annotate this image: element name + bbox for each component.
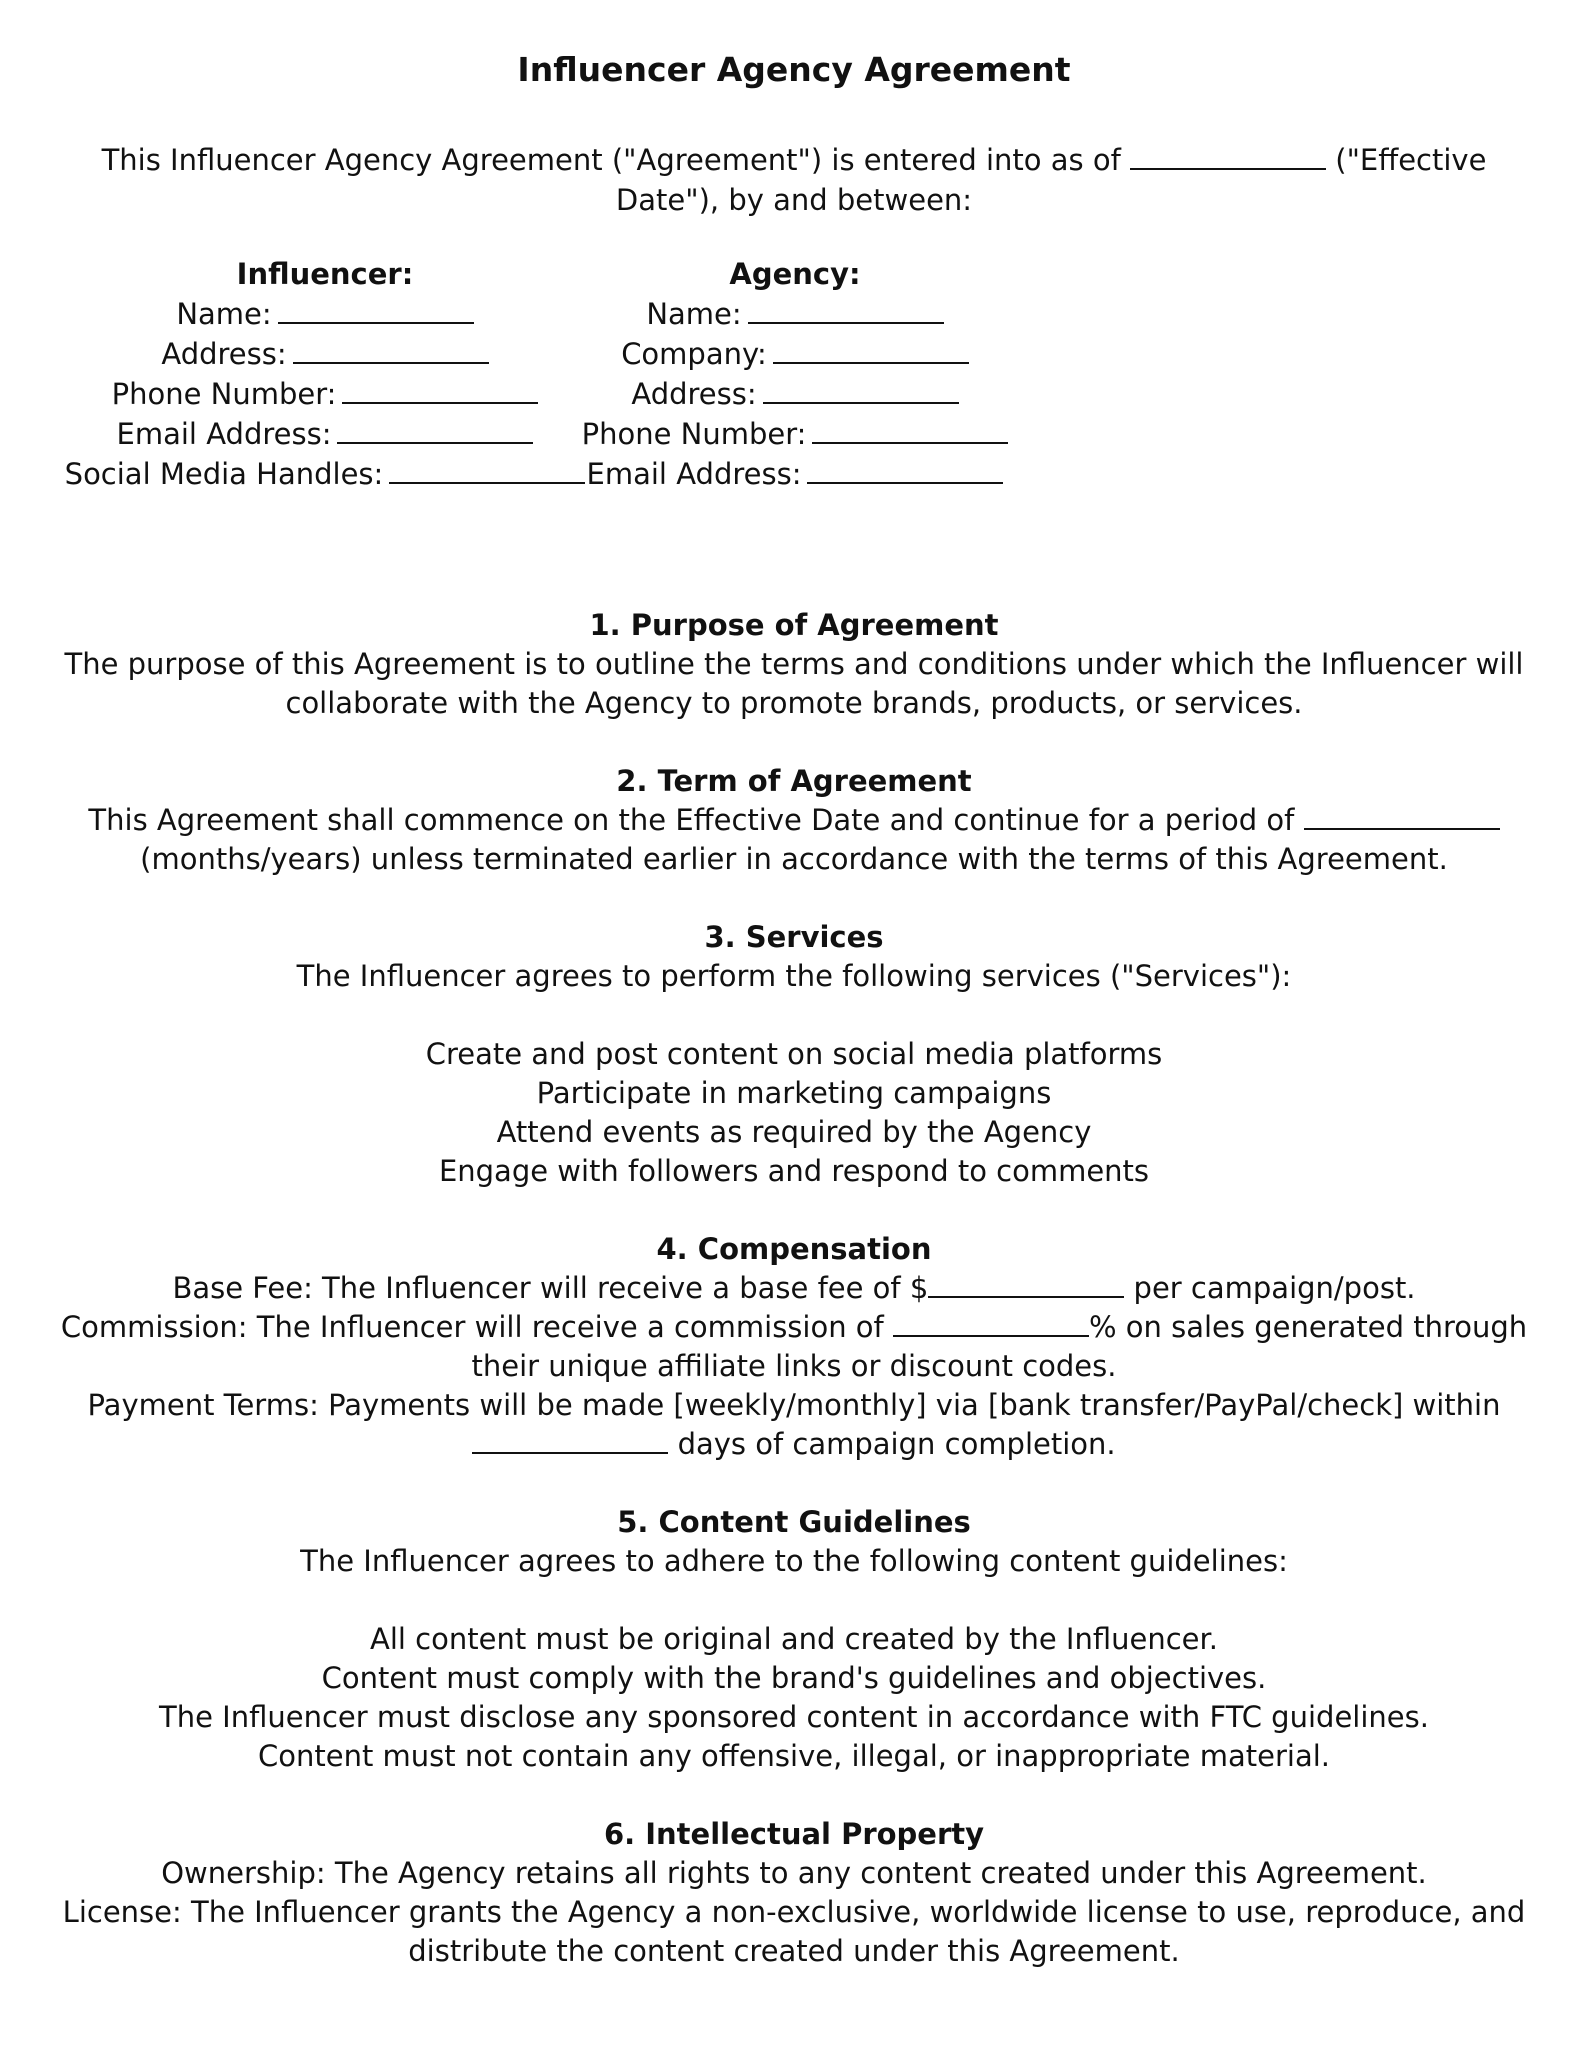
agency-column — [520, 254, 1070, 494]
list-item: Engage with followers and respond to comments — [438, 1154, 1150, 1188]
base-fee-blank[interactable] — [928, 1270, 1124, 1298]
intro-text-start: This Influencer Agency Agreement ("Agreement") is entered into as of — [101, 143, 1131, 177]
commission-blank[interactable] — [893, 1309, 1089, 1337]
agency-name-blank[interactable] — [748, 296, 944, 324]
agency-company-row — [520, 334, 1070, 374]
base-fee-text-end: per campaign/post. — [1124, 1271, 1416, 1305]
agency-address-blank[interactable] — [763, 376, 959, 404]
section-text: The purpose of this Agreement is to outline the terms and conditions under which the Influencer will collaborate with the Agency to promote brands, products, or services. — [64, 647, 1524, 720]
base-fee-line — [55, 1269, 1533, 1308]
list-item: The Influencer must disclose any sponsored content in accordance with FTC guidelines. — [159, 1700, 1429, 1734]
intro-paragraph — [55, 140, 1533, 220]
spacer — [55, 996, 1533, 1035]
influencer-address-blank[interactable] — [293, 336, 489, 364]
commission-line — [55, 1308, 1533, 1386]
section-term — [55, 762, 1533, 879]
influencer-phone-row — [50, 374, 600, 414]
influencer-email-row — [50, 414, 600, 454]
influencer-name-blank[interactable] — [278, 296, 474, 324]
field-label: Name: — [646, 297, 742, 331]
section-intro: The Influencer agrees to perform the following services ("Services"): — [296, 959, 1292, 993]
list-item: All content must be original and created by the Influencer. — [370, 1622, 1218, 1656]
influencer-name-row — [50, 294, 600, 334]
list-item: Attend events as required by the Agency — [496, 1115, 1092, 1149]
field-label: Phone Number: — [111, 377, 337, 411]
section-heading: 5. Content Guidelines — [617, 1505, 971, 1539]
section-content-guidelines — [55, 1503, 1533, 1776]
agency-address-row — [520, 374, 1070, 414]
intro-text-end: ("Effective Date"), by and between: — [615, 143, 1487, 217]
influencer-address-row — [50, 334, 600, 374]
agency-company-blank[interactable] — [773, 336, 969, 364]
spacer — [55, 1581, 1533, 1620]
section-intellectual-property — [55, 1815, 1533, 1971]
field-label: Name: — [176, 297, 272, 331]
section-heading: 1. Purpose of Agreement — [589, 608, 999, 642]
payment-text-end: days of campaign completion. — [668, 1427, 1116, 1461]
section-text — [55, 801, 1533, 879]
agency-phone-blank[interactable] — [812, 416, 1008, 444]
commission-text-start: Commission: The Influencer will receive a commission of — [60, 1310, 893, 1344]
list-item: Participate in marketing campaigns — [536, 1076, 1052, 1110]
section-intro: The Influencer agrees to adhere to the following content guidelines: — [300, 1544, 1288, 1578]
parties-block — [0, 254, 1588, 494]
commission-text-end: % on sales generated through their unique affiliate links or discount codes. — [471, 1310, 1528, 1383]
payment-terms-line — [55, 1386, 1533, 1464]
license-text: License: The Influencer grants the Agency a non-exclusive, worldwide license to use, reproduce, and distribute the content created under this Agreement. — [62, 1895, 1526, 1968]
section-heading: 4. Compensation — [656, 1232, 932, 1266]
term-text-end: (months/years) unless terminated earlier in accordance with the terms of this Agreement. — [140, 842, 1448, 876]
list-item: Create and post content on social media platforms — [425, 1037, 1163, 1071]
field-label: Address: — [161, 337, 287, 371]
agreement-sections — [55, 606, 1533, 2010]
ownership-text: Ownership: The Agency retains all rights to any content created under this Agreement. — [161, 1856, 1427, 1890]
section-heading: 3. Services — [704, 920, 884, 954]
effective-date-blank[interactable] — [1130, 142, 1326, 170]
term-text-start: This Agreement shall commence on the Effective Date and continue for a period of — [88, 803, 1304, 837]
list-item: Content must not contain any offensive, illegal, or inappropriate material. — [257, 1739, 1330, 1773]
agency-name-row — [520, 294, 1070, 334]
document-title: Influencer Agency Agreement — [517, 50, 1071, 89]
section-compensation — [55, 1230, 1533, 1464]
agency-email-blank[interactable] — [807, 456, 1003, 484]
agency-email-row — [520, 454, 1070, 494]
payment-days-blank[interactable] — [472, 1426, 668, 1454]
field-label: Email Address: — [586, 457, 802, 491]
field-label: Phone Number: — [581, 417, 807, 451]
field-label: Company: — [621, 337, 767, 371]
payment-text-start: Payment Terms: Payments will be made [weekly/monthly] via [bank transfer/PayPal/check] within — [87, 1388, 1501, 1422]
term-period-blank[interactable] — [1304, 802, 1500, 830]
influencer-column — [50, 254, 600, 494]
section-purpose — [55, 606, 1533, 723]
field-label: Address: — [631, 377, 757, 411]
list-item: Content must comply with the brand's guidelines and objectives. — [321, 1661, 1267, 1695]
section-heading: 6. Intellectual Property — [603, 1817, 985, 1851]
field-label: Email Address: — [116, 417, 332, 451]
section-heading: 2. Term of Agreement — [616, 764, 972, 798]
base-fee-text-start: Base Fee: The Influencer will receive a base fee of $ — [172, 1271, 929, 1305]
influencer-social-row — [50, 454, 600, 494]
influencer-heading: Influencer: — [236, 257, 414, 291]
agency-phone-row — [520, 414, 1070, 454]
agency-heading: Agency: — [729, 257, 861, 291]
section-services — [55, 918, 1533, 1191]
influencer-email-blank[interactable] — [337, 416, 533, 444]
influencer-phone-blank[interactable] — [342, 376, 538, 404]
field-label: Social Media Handles: — [64, 457, 384, 491]
